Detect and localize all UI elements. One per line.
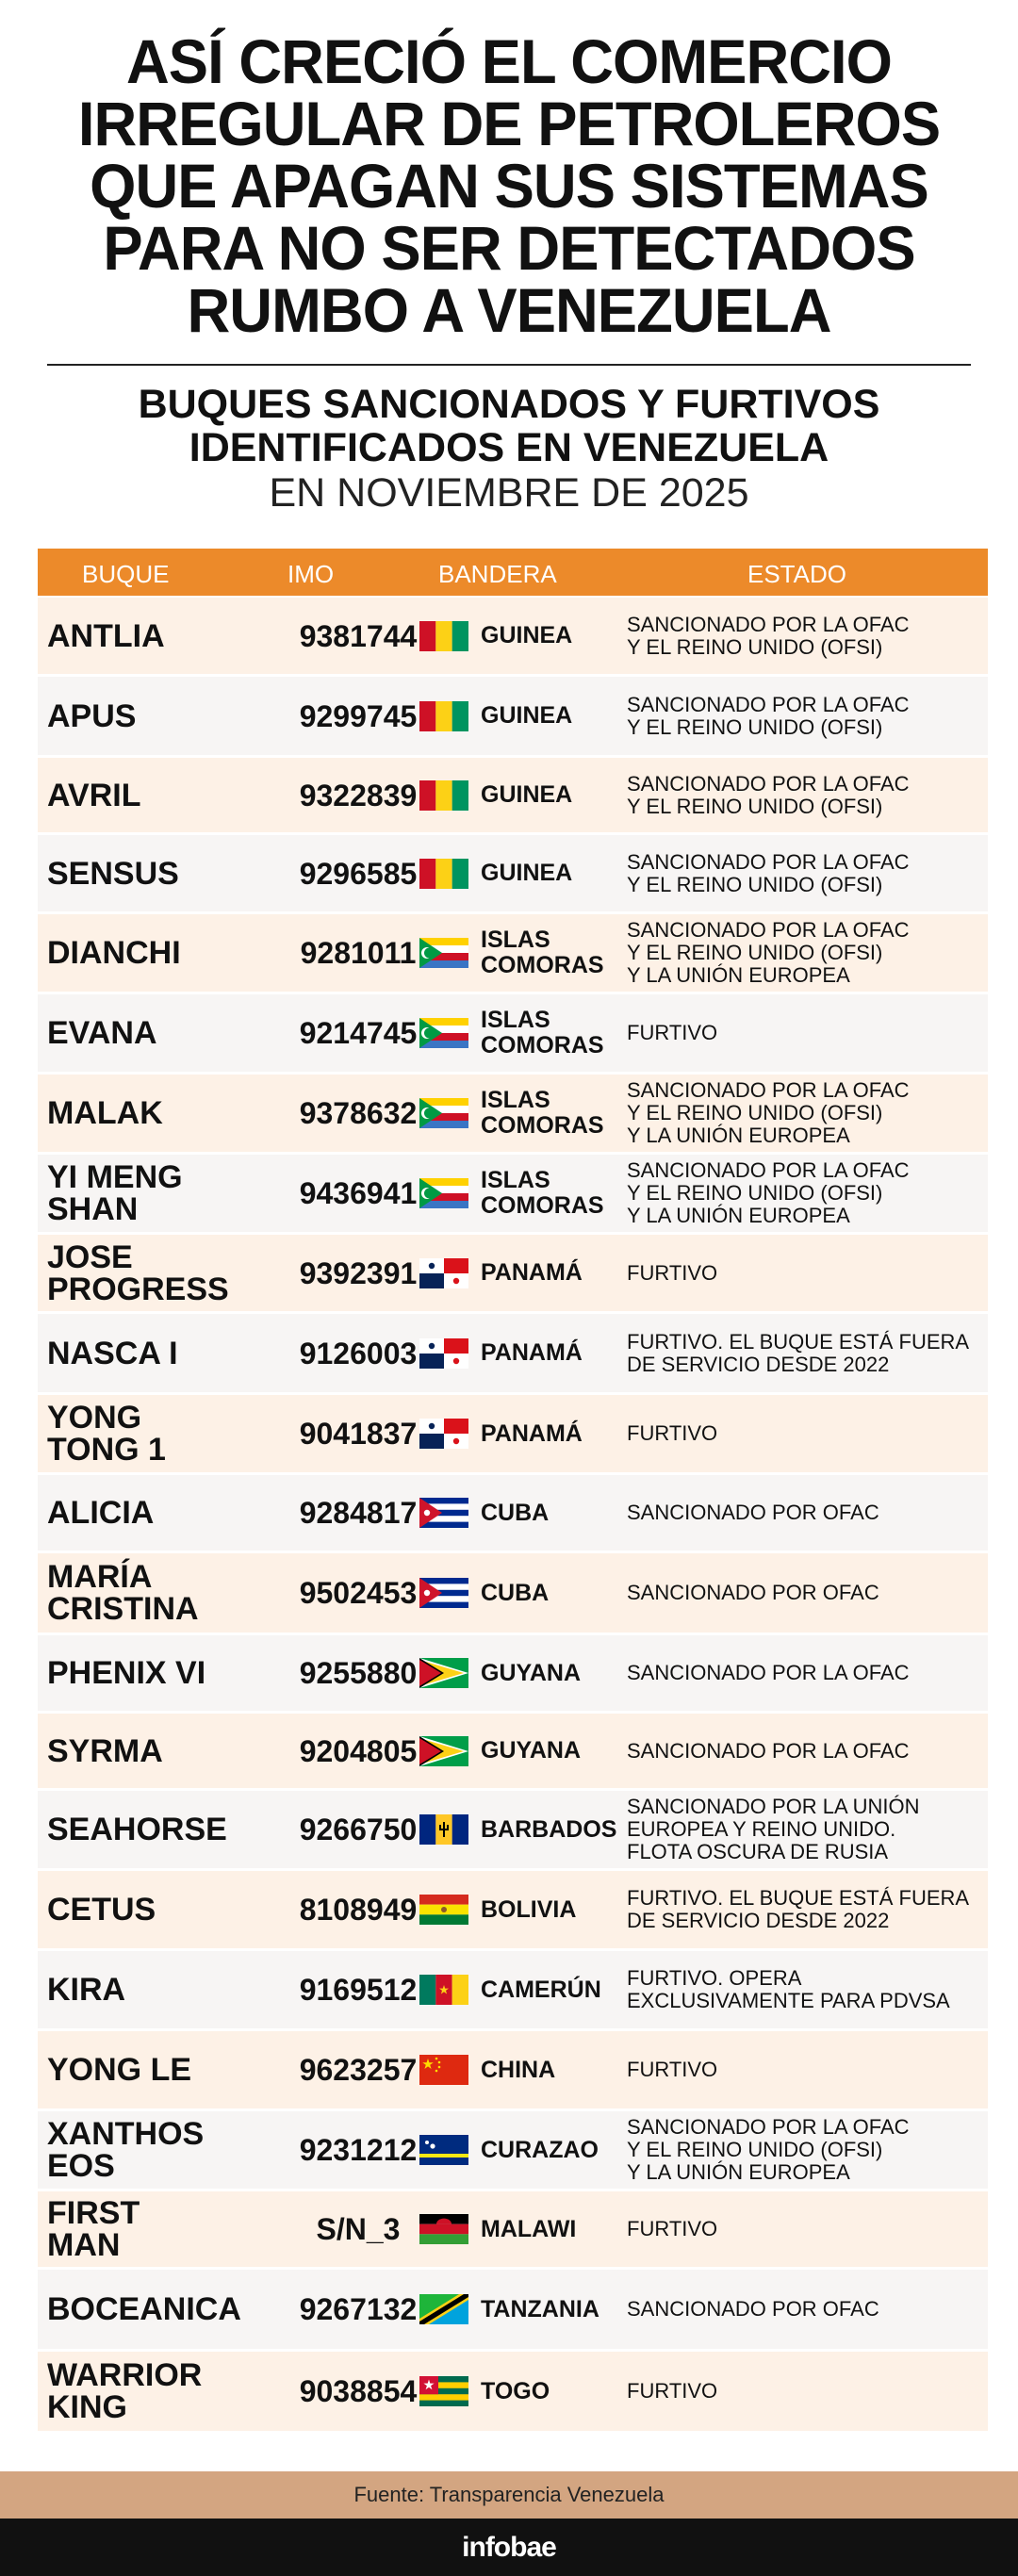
flag-country-line: CURAZAO <box>481 2136 599 2163</box>
vessel-status <box>627 1501 879 1524</box>
vessel-name-line: XANTHOS <box>47 2116 205 2152</box>
vessel-status-line: SANCIONADO POR LA OFAC <box>627 1078 910 1102</box>
flag-country <box>481 1501 549 1526</box>
vessel-status-line: Y LA UNIÓN EUROPEA <box>627 1124 850 1147</box>
vessel-name-line: EOS <box>47 2148 115 2184</box>
vessel-status-line: DE SERVICIO DESDE 2022 <box>627 1352 890 1376</box>
vessel-name-line: MAN <box>47 2227 121 2263</box>
vessel-status <box>627 1887 969 1932</box>
barbados-flag-icon <box>419 1814 468 1845</box>
guyana-flag-icon <box>419 1736 468 1766</box>
vessel-name <box>47 2359 202 2423</box>
flag-country-line: ISLAS <box>481 1087 550 1113</box>
imo-number: 9502453 <box>299 1576 418 1610</box>
flag-country-line: MALAWI <box>481 2215 577 2242</box>
imo-number: 9299745 <box>299 698 418 733</box>
flag-country-line: COMORAS <box>481 952 604 978</box>
table-row <box>38 1714 988 1788</box>
table-row <box>38 2352 988 2431</box>
vessel-status <box>627 1331 969 1376</box>
vessel-status-line: Y EL REINO UNIDO (OFSI) <box>627 634 883 659</box>
table-row <box>38 1155 988 1232</box>
vessel-status <box>627 919 910 987</box>
flag-country-line: CUBA <box>481 1579 550 1606</box>
table-header <box>38 549 988 596</box>
panama-flag-icon <box>419 1258 468 1288</box>
vessel-status-line: Y LA UNIÓN EUROPEA <box>627 1204 850 1227</box>
vessel-status-line: SANCIONADO POR LA OFAC <box>627 849 910 874</box>
flag-country-line: ISLAS <box>481 1167 550 1193</box>
subtitle-line: BUQUES SANCIONADOS Y FURTIVOS <box>138 382 880 427</box>
vessel-name-line: WARRIOR <box>47 2357 203 2393</box>
subtitle-date: EN NOVIEMBRE DE 2025 <box>269 470 749 516</box>
guyana-flag-icon <box>419 1658 468 1688</box>
vessel-name-line: CRISTINA <box>47 1591 199 1627</box>
imo-number: 9436941 <box>299 1176 418 1210</box>
imo-number: 9284817 <box>299 1496 418 1530</box>
table-row <box>38 677 988 755</box>
vessel-name-line: KING <box>47 2389 127 2425</box>
vessel-status-line: FLOTA OSCURA DE RUSIA <box>627 1840 889 1863</box>
table-row <box>38 1871 988 1948</box>
guinea-flag-icon <box>419 621 468 651</box>
flag-country-line: GUINEA <box>481 860 573 886</box>
vessel-status <box>627 1967 950 2012</box>
flag-country-line: COMORAS <box>481 1112 604 1139</box>
vessel-name-line: AVRIL <box>47 777 141 813</box>
title-line: RUMBO A VENEZUELA <box>187 275 831 345</box>
table-row <box>38 1314 988 1392</box>
table-row <box>38 1395 988 1472</box>
vessel-name <box>47 1657 205 1689</box>
vessel-status <box>627 2218 717 2240</box>
vessel-name <box>47 1017 157 1049</box>
subtitle-line: IDENTIFICADOS EN VENEZUELA <box>189 425 829 470</box>
table-row <box>38 2031 988 2108</box>
comoros-flag-icon <box>419 1018 468 1048</box>
vessel-name-line: JOSE <box>47 1239 133 1275</box>
imo-number: 9214745 <box>299 1016 418 1050</box>
vessel-name <box>47 855 179 892</box>
table-row <box>38 1791 988 1868</box>
page-title <box>47 26 970 345</box>
imo-number: 9296585 <box>299 856 418 891</box>
flag-country <box>481 1260 583 1286</box>
vessel-name <box>47 2054 191 2086</box>
header-imo: IMO <box>287 560 335 588</box>
vessel-name-line: MALAK <box>47 1095 163 1131</box>
imo-number: 9623257 <box>299 2053 418 2087</box>
vessel-name <box>47 1497 154 1529</box>
table-row <box>38 758 988 832</box>
vessel-name-line: CETUS <box>47 1892 156 1928</box>
vessel-status-line: FURTIVO <box>627 2058 718 2081</box>
flag-country-line: TANZANIA <box>481 2295 599 2322</box>
flag-country-line: BOLIVIA <box>481 1895 577 1923</box>
vessel-name <box>47 779 140 812</box>
vessel-name <box>47 697 137 734</box>
vessel-status-line: Y EL REINO UNIDO (OFSI) <box>627 872 883 896</box>
vessel-status-line: SANCIONADO POR OFAC <box>627 1501 879 1524</box>
title-line: IRREGULAR DE PETROLEROS <box>77 89 941 158</box>
flag-country-line: PANAMÁ <box>481 1419 583 1447</box>
comoros-flag-icon <box>419 1178 468 1208</box>
flag-country <box>481 1421 583 1447</box>
flag-country <box>481 1168 604 1219</box>
tanzania-flag-icon <box>419 2294 468 2324</box>
vessel-status-line: FURTIVO. EL BUQUE ESTÁ FUERA <box>627 1329 970 1354</box>
vessel-name-line: MARÍA <box>47 1559 153 1595</box>
vessel-name-line: EVANA <box>47 1015 157 1051</box>
togo-flag-icon <box>419 2376 468 2406</box>
table-row <box>38 994 988 1072</box>
flag-country <box>481 927 604 978</box>
vessel-name <box>47 617 165 654</box>
imo-number: 9281011 <box>300 936 417 970</box>
flag-country <box>481 2138 599 2163</box>
flag-country <box>481 1340 583 1366</box>
cameroon-flag-icon <box>419 1975 468 2005</box>
bolivia-flag-icon <box>419 1895 468 1925</box>
panama-flag-icon <box>419 1338 468 1369</box>
flag-country-line: GUINEA <box>481 622 573 648</box>
table-row <box>38 2191 988 2267</box>
vessel-status <box>627 1582 879 1604</box>
table-row <box>38 1635 988 1711</box>
vessel-name <box>47 1894 156 1926</box>
vessel-status <box>627 1740 910 1763</box>
vessel-name-line: ALICIA <box>47 1495 155 1531</box>
vessel-status <box>627 851 910 896</box>
vessel-status-line: SANCIONADO POR LA OFAC <box>627 1158 910 1182</box>
imo-number: 9266750 <box>299 1813 418 1846</box>
subtitle <box>0 383 1018 469</box>
flag-country-line: GUYANA <box>481 1659 582 1686</box>
imo-number: 8108949 <box>299 1893 418 1927</box>
imo-number: 9204805 <box>299 1733 418 1768</box>
vessel-status <box>627 614 910 659</box>
flag-country-line: GUINEA <box>481 702 573 729</box>
header-estado: ESTADO <box>747 560 846 588</box>
vessel-status <box>627 694 910 739</box>
flag-country <box>481 2058 555 2083</box>
vessel-status <box>627 2059 717 2081</box>
table-row <box>38 914 988 992</box>
table-row <box>38 1475 988 1551</box>
vessel-name-line: SENSUS <box>47 855 179 892</box>
vessel-status-line: SANCIONADO POR LA OFAC <box>627 771 910 796</box>
vessel-name-line: SYRMA <box>47 1732 163 1769</box>
table-row <box>38 835 988 911</box>
vessel-status-line: SANCIONADO POR LA OFAC <box>627 612 910 636</box>
imo-number: 9038854 <box>299 2374 418 2408</box>
imo-number: 9392391 <box>299 1255 418 1290</box>
vessel-status-line: Y EL REINO UNIDO (OFSI) <box>627 794 883 818</box>
flag-country-line: CUBA <box>481 1499 550 1526</box>
vessel-name-line: TONG 1 <box>47 1432 166 1468</box>
vessel-status-line: SANCIONADO POR LA OFAC <box>627 1738 910 1763</box>
vessel-name-line: SEAHORSE <box>47 1812 227 1847</box>
vessel-status <box>627 2380 717 2403</box>
imo-number: 9322839 <box>299 778 418 812</box>
vessel-name <box>47 1161 183 1225</box>
china-flag-icon <box>419 2055 468 2085</box>
flag-country-line: CHINA <box>481 2056 556 2083</box>
source-note: Fuente: Transparencia Venezuela <box>0 2471 1018 2519</box>
table-row <box>38 2270 988 2349</box>
vessel-status-line: FURTIVO. OPERA <box>627 1966 802 1990</box>
flag-country-line: GUYANA <box>481 1737 582 1764</box>
cuba-flag-icon <box>419 1498 468 1528</box>
table-row <box>38 598 988 674</box>
flag-country-line: PANAMÁ <box>481 1339 583 1366</box>
vessel-status <box>627 2298 879 2321</box>
imo-number: 9169512 <box>299 1973 418 2007</box>
vessel-name-line: PROGRESS <box>47 1271 229 1307</box>
vessel-name-line: KIRA <box>47 1972 126 2008</box>
vessel-name-line: YONG LE <box>47 2052 192 2088</box>
vessel-status-line: FURTIVO <box>627 1260 718 1285</box>
flag-country <box>481 1817 616 1843</box>
vessel-status-line: FURTIVO <box>627 2379 718 2403</box>
brand-logo: infobae <box>0 2519 1018 2576</box>
table-row <box>38 1075 988 1152</box>
vessel-name <box>47 2293 241 2325</box>
vessel-status-line: Y EL REINO UNIDO (OFSI) <box>627 714 883 739</box>
imo-number: 9041837 <box>299 1417 418 1451</box>
flag-country-line: GUINEA <box>481 781 573 808</box>
title-line: ASÍ CRECIÓ EL COMERCIO <box>125 26 893 96</box>
vessel-status-line: EXCLUSIVAMENTE PARA PDVSA <box>627 1989 950 2012</box>
flag-country <box>481 1008 604 1058</box>
vessel-status <box>627 1422 717 1445</box>
vessel-name <box>47 2118 204 2182</box>
vessel-name <box>47 2197 140 2261</box>
guinea-flag-icon <box>419 780 468 811</box>
flag-country-line: BARBADOS <box>481 1815 617 1843</box>
imo-number: 9126003 <box>299 1336 418 1370</box>
header-buque: BUQUE <box>82 560 170 588</box>
comoros-flag-icon <box>419 938 468 968</box>
vessel-name-line: PHENIX VI <box>47 1655 206 1691</box>
table-row <box>38 1951 988 2028</box>
vessel-status-line: SANCIONADO POR LA OFAC <box>627 692 910 716</box>
vessel-status-line: SANCIONADO POR LA UNIÓN <box>627 1795 920 1818</box>
vessel-status-line: SANCIONADO POR LA OFAC <box>627 918 910 942</box>
imo-number: S/N_3 <box>316 2212 401 2246</box>
vessel-status-line: Y LA UNIÓN EUROPEA <box>627 2160 850 2184</box>
title-divider <box>47 364 971 366</box>
flag-country <box>481 1661 581 1686</box>
vessel-name-line: DIANCHI <box>47 935 181 971</box>
table-row <box>38 2111 988 2189</box>
flag-country <box>481 623 572 648</box>
flag-country <box>481 2297 599 2322</box>
title-line: QUE APAGAN SUS SISTEMAS <box>90 151 928 221</box>
vessel-name-line: BOCEANICA <box>47 2291 241 2327</box>
vessel-name-line: FIRST <box>47 2195 140 2231</box>
flag-country <box>481 1897 576 1923</box>
panama-flag-icon <box>419 1419 468 1449</box>
header-bandera: BANDERA <box>438 560 557 588</box>
vessel-status-line: Y EL REINO UNIDO (OFSI) <box>627 941 883 964</box>
vessel-name <box>47 937 181 969</box>
imo-number: 9381744 <box>299 618 418 653</box>
comoros-flag-icon <box>419 1098 468 1128</box>
vessel-name <box>47 1337 178 1370</box>
vessel-status-line: SANCIONADO POR OFAC <box>627 1581 879 1604</box>
vessel-status-line: EUROPEA Y REINO UNIDO. <box>627 1817 896 1841</box>
vessel-status-line: FURTIVO <box>627 2217 718 2240</box>
malawi-flag-icon <box>419 2214 468 2244</box>
flag-country <box>481 703 572 729</box>
vessel-status-line: SANCIONADO POR OFAC <box>627 2297 879 2321</box>
vessel-name-line: APUS <box>47 697 137 734</box>
vessel-status-line: Y EL REINO UNIDO (OFSI) <box>627 1101 883 1124</box>
vessel-name-line: YONG <box>47 1400 142 1436</box>
flag-country-line: PANAMÁ <box>481 1259 583 1286</box>
flag-country-line: CAMERÚN <box>481 1976 601 2003</box>
title-line: PARA NO SER DETECTADOS <box>103 213 915 283</box>
flag-country-line: COMORAS <box>481 1032 604 1058</box>
vessel-status-line: FURTIVO. EL BUQUE ESTÁ FUERA <box>627 1886 970 1910</box>
table-row <box>38 1553 988 1633</box>
flag-country <box>481 1581 549 1606</box>
vessel-name-line: SHAN <box>47 1191 139 1227</box>
flag-country-line: TOGO <box>481 2377 550 2404</box>
flag-country <box>481 1088 604 1139</box>
flag-country <box>481 2217 576 2242</box>
vessel-status-line: FURTIVO <box>627 1021 718 1044</box>
curacao-flag-icon <box>419 2135 468 2165</box>
vessel-status <box>627 1022 717 1044</box>
imo-number: 9255880 <box>299 1656 418 1690</box>
guinea-flag-icon <box>419 701 468 731</box>
vessel-status <box>627 1796 920 1863</box>
flag-country <box>481 782 572 808</box>
vessel-name <box>47 1732 163 1769</box>
vessel-name <box>47 1241 229 1305</box>
vessel-status <box>627 1079 910 1147</box>
vessel-name <box>47 1561 199 1625</box>
vessel-status-line: SANCIONADO POR LA OFAC <box>627 1661 910 1684</box>
table-row <box>38 1235 988 1311</box>
flag-country-line: ISLAS <box>481 927 550 953</box>
vessel-name <box>47 1402 166 1466</box>
flag-country-line: COMORAS <box>481 1192 604 1219</box>
flag-country <box>481 1738 581 1764</box>
vessel-status-line: DE SERVICIO DESDE 2022 <box>627 1909 890 1932</box>
vessel-status-line: Y EL REINO UNIDO (OFSI) <box>627 1181 883 1205</box>
vessel-name <box>47 1813 227 1846</box>
flag-country <box>481 861 572 886</box>
flag-country <box>481 1977 601 2003</box>
vessel-status <box>627 1262 717 1285</box>
vessel-name-line: YI MENG <box>47 1159 183 1195</box>
vessel-name-line: ANTLIA <box>47 617 165 654</box>
flag-country-line: ISLAS <box>481 1007 550 1033</box>
vessel-name <box>47 1974 125 2006</box>
vessel-status-line: SANCIONADO POR LA OFAC <box>627 2115 910 2139</box>
vessel-status <box>627 773 910 818</box>
imo-number: 9231212 <box>299 2133 418 2167</box>
imo-number: 9378632 <box>299 1096 418 1130</box>
vessel-status-line: Y LA UNIÓN EUROPEA <box>627 963 850 987</box>
vessel-status <box>627 1159 910 1227</box>
vessel-name-line: NASCA I <box>47 1335 178 1371</box>
vessel-status <box>627 2116 910 2184</box>
flag-country <box>481 2379 550 2404</box>
vessel-status-line: Y EL REINO UNIDO (OFSI) <box>627 2138 883 2161</box>
guinea-flag-icon <box>419 859 468 889</box>
vessel-status-line: FURTIVO <box>627 1421 718 1445</box>
imo-number: 9267132 <box>299 2292 418 2326</box>
vessel-status <box>627 1662 910 1684</box>
cuba-flag-icon <box>419 1578 468 1608</box>
vessel-name <box>47 1097 163 1129</box>
